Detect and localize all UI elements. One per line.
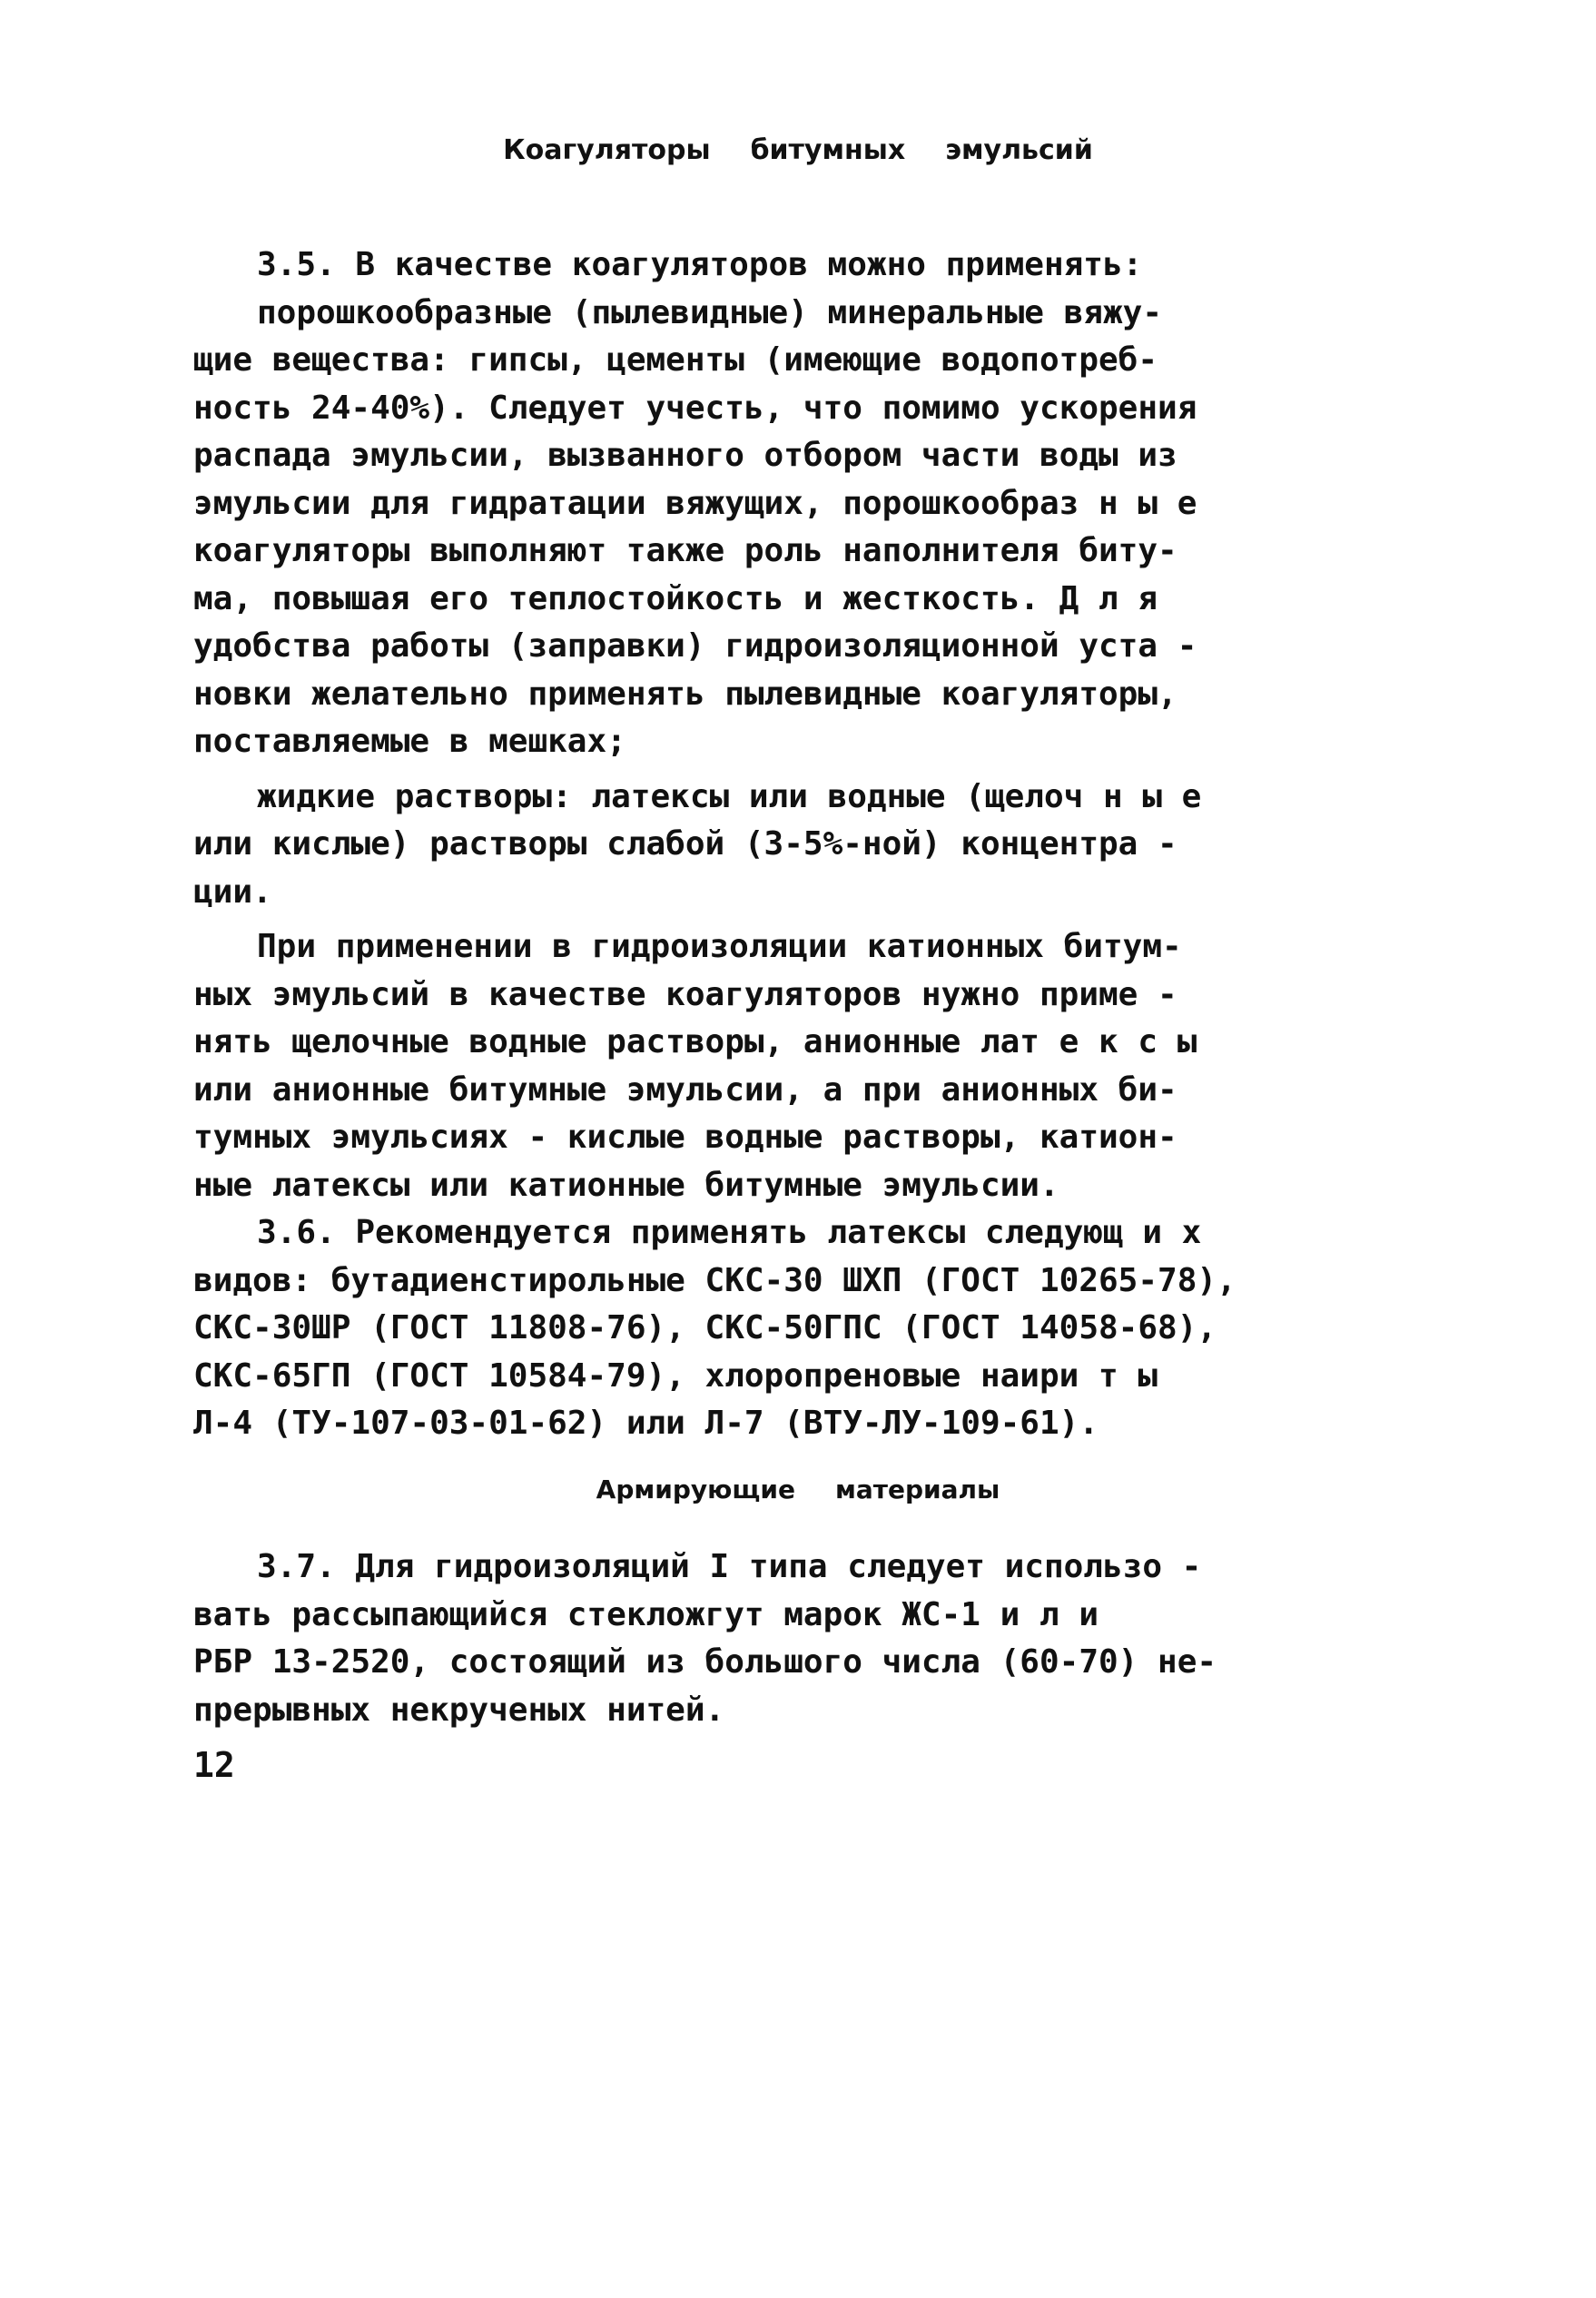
paragraph-3-5 (193, 242, 1366, 766)
text-line: ма, повышая его теплостойкость и жесткость. Д л я (193, 579, 1158, 617)
text-line: нять щелочные водные растворы, анионные лат е к с ы (193, 1023, 1197, 1060)
section-body-coagulators (193, 242, 1366, 1448)
heading-word: эмульсий (945, 134, 1093, 166)
text-line: 3.7. Для гидроизоляций I типа следует использо - (257, 1548, 1202, 1585)
text-line: или кислые) растворы слабой (3-5%-ной) концентра - (193, 825, 1177, 863)
text-line: ные латексы или катионные битумные эмульсии. (193, 1166, 1059, 1204)
heading-word: материалы (834, 1474, 1000, 1504)
text-line: Л-4 (ТУ-107-03-01-62) или Л-7 (ВТУ-ЛУ-109-61). (193, 1405, 1098, 1442)
section-heading-coagulators (0, 134, 1596, 166)
text-line: ции. (193, 873, 272, 911)
text-line: щие вещества: гипсы, цементы (имеющие водопотреб- (193, 341, 1158, 379)
text-line: СКС-65ГП (ГОСТ 10584-79), хлоропреновые наири т ы (193, 1356, 1158, 1395)
text-line: коагуляторы выполняют также роль наполнителя биту- (193, 532, 1177, 569)
text-line: распада эмульсии, вызванного отбором части воды из (193, 437, 1177, 474)
paragraph-3-7 (193, 1544, 1366, 1734)
text-line: вать рассыпающийся стекложгут марок ЖС-1 и л и (193, 1595, 1098, 1633)
paragraph-cationic-emulsions (193, 923, 1366, 1209)
text-line: удобства работы (заправки) гидроизоляционной уста - (193, 627, 1197, 665)
text-line: ных эмульсий в качестве коагуляторов нужно приме - (193, 975, 1177, 1013)
text-line: При применении в гидроизоляции катионных битум- (257, 928, 1182, 965)
text-line: ность 24-40%). Следует учесть, что помимо ускорения (193, 389, 1197, 427)
text-line: поставляемые в мешках; (193, 723, 626, 760)
text-line: жидкие растворы: латексы или водные (щелоч н ы е (257, 777, 1202, 815)
text-line: порошкообразные (пылевидные) минеральные вяжу- (257, 293, 1162, 331)
text-line: СКС-30ШР (ГОСТ 11808-76), СКС-50ГПС (ГОСТ 14058-68), (193, 1309, 1217, 1346)
paragraph-liquid-solutions (193, 774, 1366, 917)
text-line: 3.5. В качестве коагуляторов можно применять: (257, 246, 1143, 283)
text-line: 3.6. Рекомендуется применять латексы следующ и х (257, 1214, 1202, 1251)
text-line: тумных эмульсиях - кислые водные растворы, катион- (193, 1119, 1177, 1156)
text-line: РБР 13-2520, состоящий из большого числа (60-70) не- (193, 1643, 1217, 1681)
text-line: прерывных некрученых нитей. (193, 1691, 725, 1729)
heading-word: Армирующие (596, 1474, 795, 1504)
section-body-reinforcing (193, 1544, 1366, 1734)
text-line: новки желательно применять пылевидные коагуляторы, (193, 675, 1177, 713)
heading-word: Коагуляторы (503, 134, 711, 166)
page-number: 12 (193, 1745, 235, 1785)
text-line: видов: бутадиенстирольные СКС-30 ШХП (ГОСТ 10265-78), (193, 1261, 1236, 1299)
text-line: эмульсии для гидратации вяжущих, порошкообраз н ы е (193, 484, 1197, 522)
text-line: или анионные битумные эмульсии, а при анионных би- (193, 1070, 1177, 1109)
section-heading-reinforcing (0, 1474, 1596, 1504)
paragraph-3-6 (193, 1209, 1366, 1448)
heading-word: битумных (750, 134, 906, 166)
